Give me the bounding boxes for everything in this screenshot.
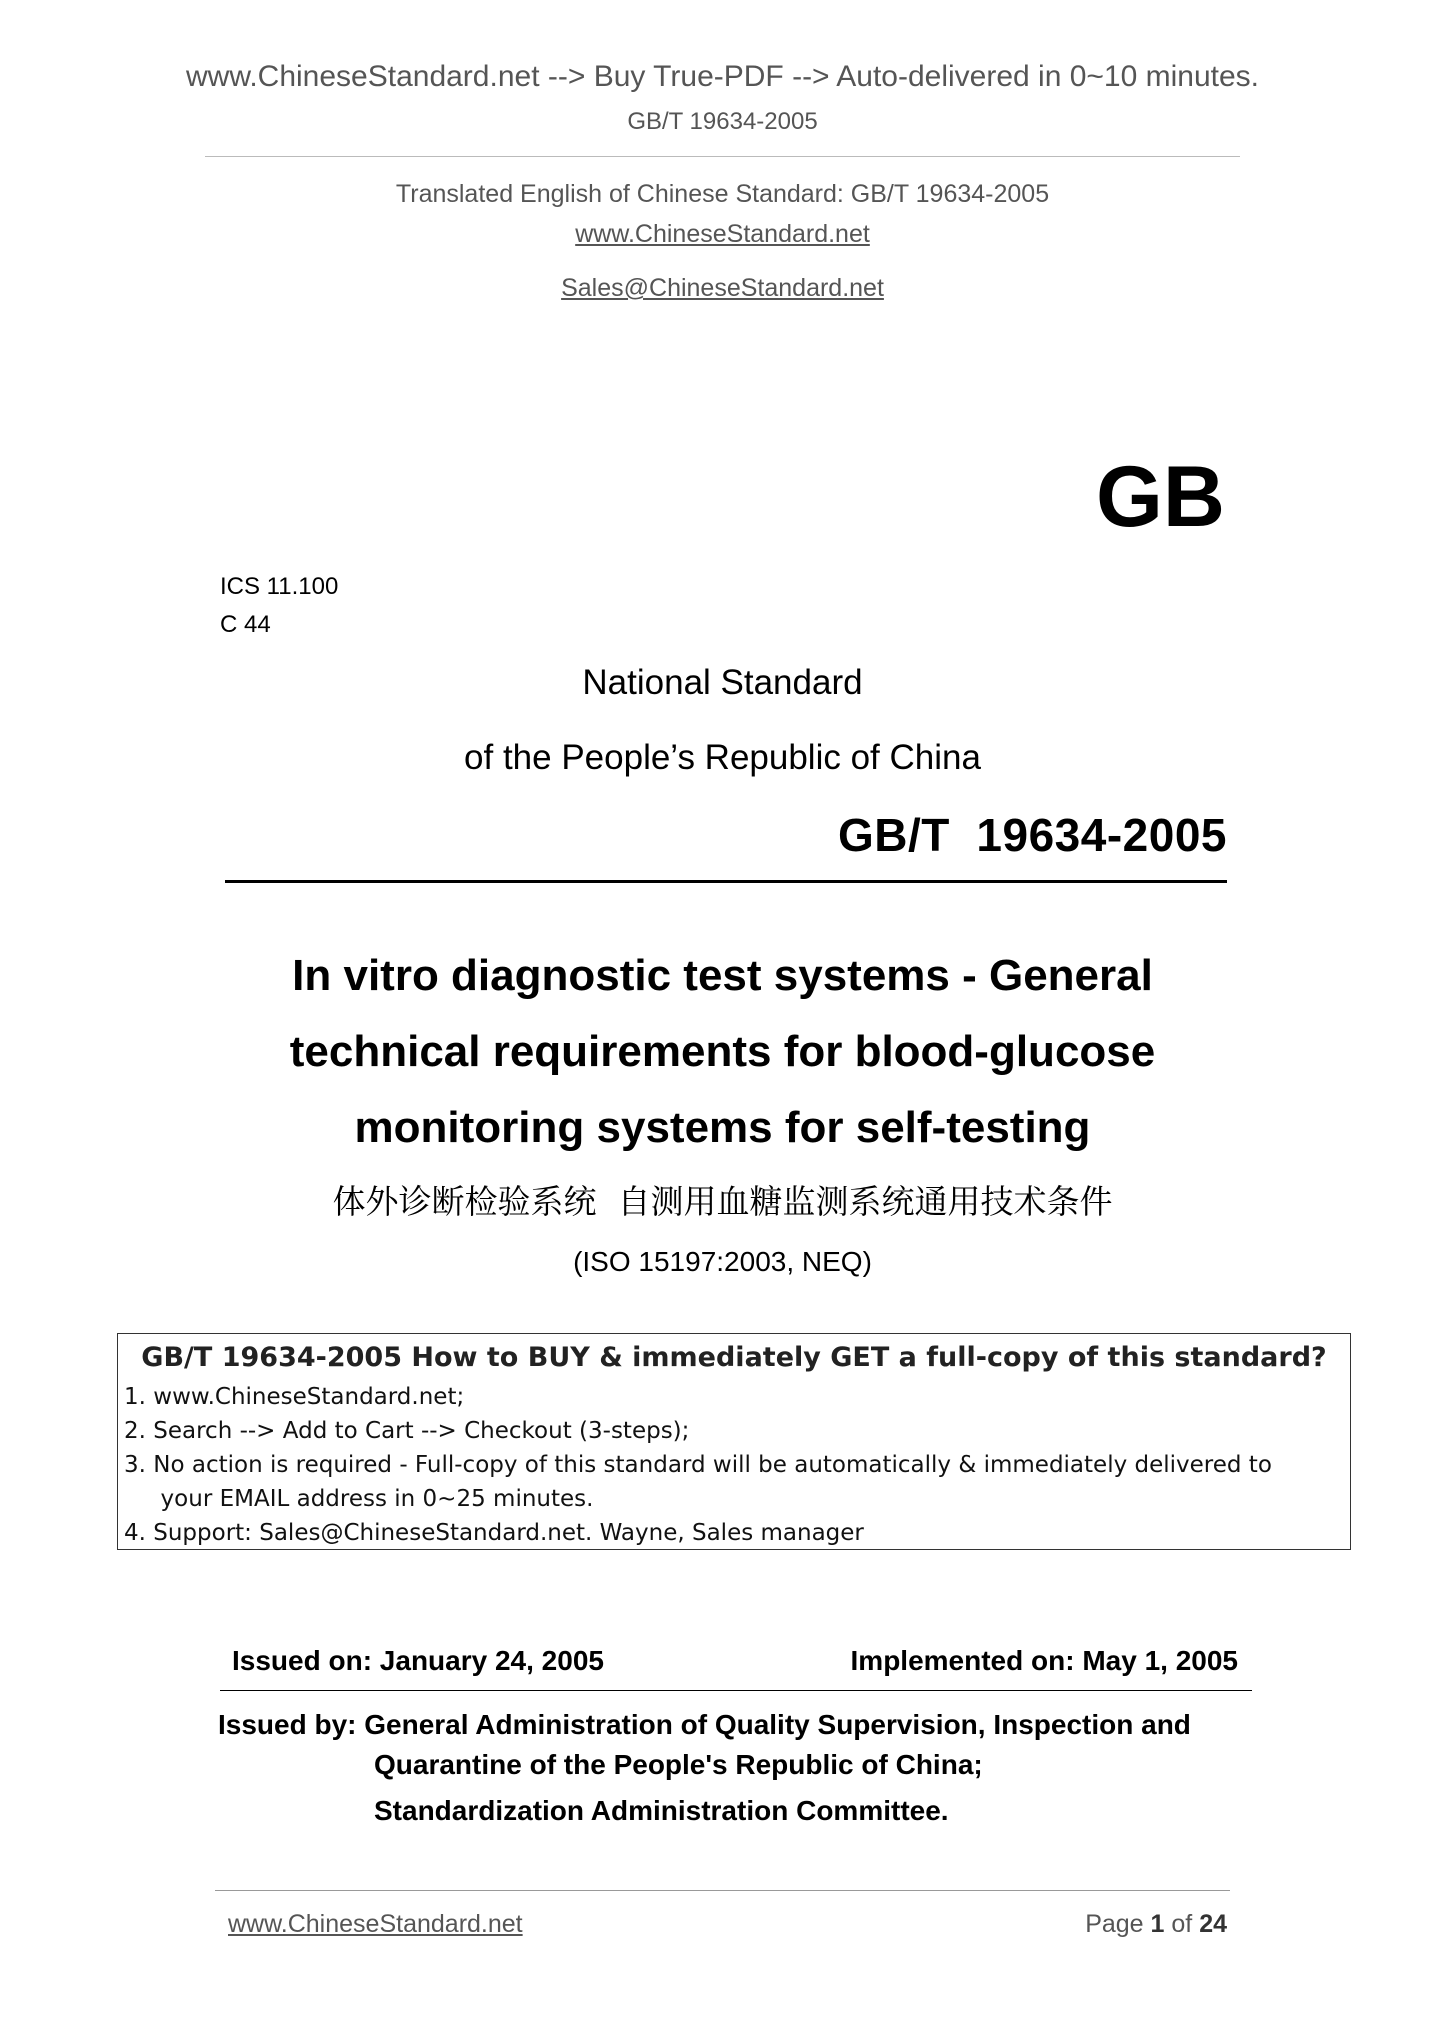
issued-date: Issued on: January 24, 2005 bbox=[232, 1645, 604, 1676]
translation-line: Translated English of Chinese Standard: GB/T 19634-2005 bbox=[395, 180, 1050, 208]
header-doc-id: GB/T 19634-2005 bbox=[627, 108, 818, 135]
buy-step-3-cont: your EMAIL address in 0~25 minutes. bbox=[124, 1486, 594, 1512]
ccs-code: C 44 bbox=[220, 611, 271, 638]
translation-email-link[interactable]: Sales@ChineseStandard.net bbox=[561, 274, 884, 302]
header-divider bbox=[205, 156, 1240, 157]
page-total: 24 bbox=[1199, 1910, 1227, 1938]
page-current: 1 bbox=[1150, 1910, 1165, 1938]
iso-reference: (ISO 15197:2003, NEQ) bbox=[573, 1246, 872, 1277]
title-line-3: monitoring systems for self-testing bbox=[354, 1103, 1091, 1152]
buy-step-4: 4. Support: Sales@ChineseStandard.net. Wayne, Sales manager bbox=[124, 1520, 864, 1546]
buy-step-3: 3. No action is required - Full-copy of this standard will be automatically & immediately delivered to bbox=[124, 1452, 1272, 1478]
national-standard-line2: of the People’s Republic of China bbox=[464, 738, 981, 777]
footer-website-row bbox=[228, 1910, 523, 1939]
buy-box-heading: GB/T 19634-2005 How to BUY & immediately GET a full-copy of this standard? bbox=[141, 1342, 1327, 1373]
translation-email-row bbox=[0, 274, 1445, 303]
translation-website-link[interactable]: www.ChineseStandard.net bbox=[575, 220, 870, 248]
dates-divider bbox=[220, 1690, 1252, 1691]
buy-instructions-box bbox=[117, 1333, 1351, 1550]
title-line-2: technical requirements for blood-glucose bbox=[289, 1027, 1156, 1076]
issuer-line-3: Standardization Administration Committee. bbox=[374, 1795, 949, 1826]
national-standard-line1: National Standard bbox=[582, 663, 863, 702]
page-indicator bbox=[1085, 1910, 1227, 1939]
title-divider bbox=[225, 880, 1227, 883]
issuer-block bbox=[218, 1705, 1191, 1831]
chinese-title: 体外诊断检验系统 自测用血糖监测系统通用技术条件 bbox=[332, 1182, 1113, 1221]
footer-website-link[interactable]: www.ChineseStandard.net bbox=[228, 1910, 523, 1938]
page-of: of bbox=[1164, 1910, 1200, 1938]
issuer-line-2: Quarantine of the People's Republic of China; bbox=[374, 1749, 983, 1780]
title-line-1: In vitro diagnostic test systems - General bbox=[292, 951, 1153, 1000]
translation-website-row bbox=[0, 220, 1445, 249]
standard-number: GB/T 19634-2005 bbox=[837, 809, 1227, 861]
page-prefix: Page bbox=[1085, 1910, 1151, 1938]
gb-mark: GB bbox=[1096, 449, 1225, 545]
buy-step-2: 2. Search --> Add to Cart --> Checkout (3-steps); bbox=[124, 1418, 690, 1444]
implemented-date: Implemented on: May 1, 2005 bbox=[850, 1645, 1238, 1676]
ics-code: ICS 11.100 bbox=[220, 573, 339, 600]
buy-step-1: 1. www.ChineseStandard.net; bbox=[124, 1384, 465, 1410]
footer-divider bbox=[215, 1890, 1230, 1891]
document-title bbox=[0, 938, 1445, 1166]
issuer-line-1: Issued by: General Administration of Quality Supervision, Inspection and bbox=[218, 1709, 1191, 1740]
top-banner: www.ChineseStandard.net --> Buy True-PDF --> Auto-delivered in 0~10 minutes. bbox=[185, 60, 1260, 93]
